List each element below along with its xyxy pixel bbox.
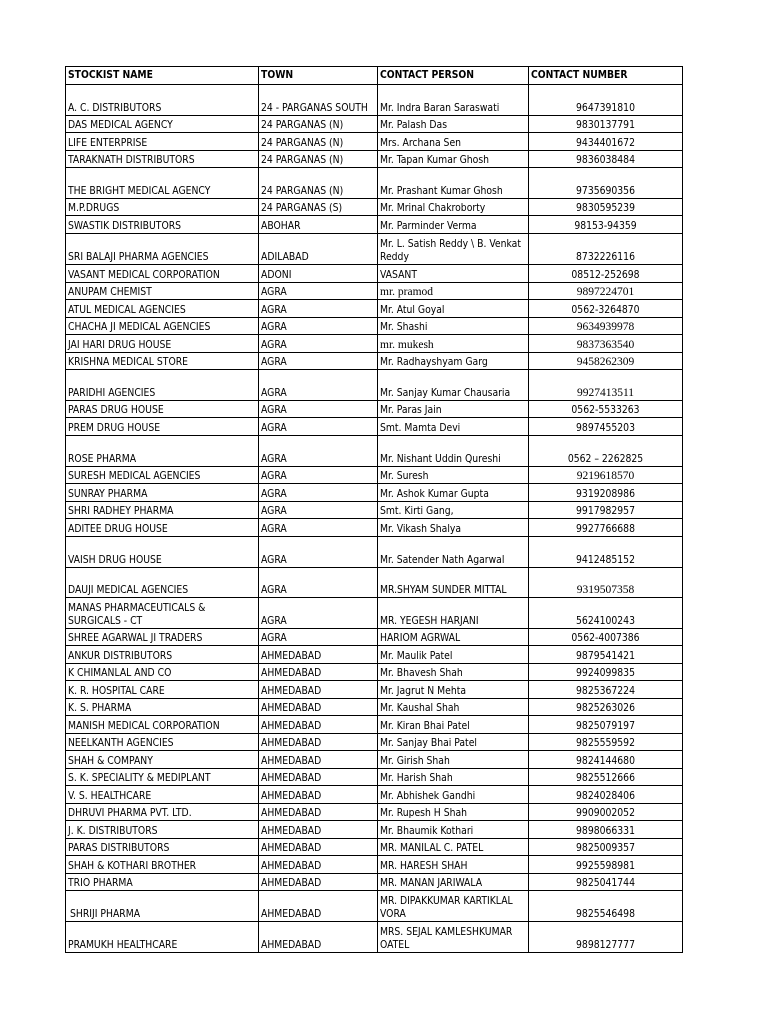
table-row <box>66 664 683 681</box>
contact-person-cell: Mr. Sanjay Bhai Patel <box>378 734 529 751</box>
table-row <box>66 199 683 216</box>
table-row <box>66 484 683 502</box>
contact-person-cell: mr. pramod <box>378 283 529 300</box>
contact-person-cell: MR. HARESH SHAH <box>378 856 529 874</box>
contact-number-cell: 9647391810 <box>529 85 683 116</box>
town-cell: AGRA <box>259 300 378 318</box>
town-cell: AGRA <box>259 318 378 335</box>
contact-person-cell: Smt. Kirti Gang, <box>378 502 529 519</box>
col-header-contact-person: CONTACT PERSON <box>378 67 529 85</box>
table-row <box>66 716 683 734</box>
table-row <box>66 370 683 401</box>
table-row <box>66 646 683 664</box>
contact-person-cell: Mr. Radhayshyam Garg <box>378 353 529 370</box>
stockist-name-cell: SWASTIK DISTRIBUTORS <box>66 216 259 234</box>
town-cell: AGRA <box>259 598 378 629</box>
town-cell: AHMEDABAD <box>259 646 378 664</box>
contact-number-cell: 0562-4007386 <box>529 629 683 646</box>
table-row <box>66 318 683 335</box>
stockist-name-cell: ATUL MEDICAL AGENCIES <box>66 300 259 318</box>
contact-person-cell: Mr. Tapan Kumar Ghosh <box>378 151 529 168</box>
table-row <box>66 151 683 168</box>
town-cell: AHMEDABAD <box>259 856 378 874</box>
stockist-name-cell: K CHIMANLAL AND CO <box>66 664 259 681</box>
stockist-name-cell: ANUPAM CHEMIST <box>66 283 259 300</box>
table-row <box>66 467 683 484</box>
table-row <box>66 922 683 953</box>
contact-person-cell: MR. MANILAL C. PATEL <box>378 839 529 856</box>
table-row <box>66 85 683 116</box>
contact-number-cell: 9458262309 <box>529 353 683 370</box>
table-row <box>66 699 683 716</box>
contact-person-cell: MR. YEGESH HARJANI <box>378 598 529 629</box>
table-row <box>66 568 683 598</box>
stockist-table <box>65 66 683 953</box>
stockist-name-cell: ADITEE DRUG HOUSE <box>66 519 259 537</box>
stockist-name-cell: A. C. DISTRIBUTORS <box>66 85 259 116</box>
table-row <box>66 734 683 751</box>
town-cell: AHMEDABAD <box>259 664 378 681</box>
stockist-name-cell: SHAH & KOTHARI BROTHER <box>66 856 259 874</box>
stockist-name-cell: THE BRIGHT MEDICAL AGENCY <box>66 168 259 199</box>
stockist-name-cell: KRISHNA MEDICAL STORE <box>66 353 259 370</box>
table-row <box>66 216 683 234</box>
contact-person-cell: Mr. Palash Das <box>378 116 529 133</box>
contact-number-cell: 9825559592 <box>529 734 683 751</box>
contact-number-cell: 0562 – 2262825 <box>529 436 683 467</box>
town-cell: AHMEDABAD <box>259 681 378 699</box>
contact-person-cell: Mr. Vikash Shalya <box>378 519 529 537</box>
contact-number-cell: 9897455203 <box>529 418 683 436</box>
town-cell: ABOHAR <box>259 216 378 234</box>
town-cell: 24 PARGANAS (N) <box>259 116 378 133</box>
town-cell: AGRA <box>259 370 378 401</box>
contact-number-cell: 0562-5533263 <box>529 401 683 418</box>
contact-person-cell: Mr. Atul Goyal <box>378 300 529 318</box>
town-cell: AGRA <box>259 467 378 484</box>
table-row <box>66 168 683 199</box>
town-cell: AHMEDABAD <box>259 699 378 716</box>
contact-person-cell: Mr. Prashant Kumar Ghosh <box>378 168 529 199</box>
table-row <box>66 502 683 519</box>
stockist-name-cell: M.P.DRUGS <box>66 199 259 216</box>
contact-number-cell: 9909002052 <box>529 804 683 821</box>
table-row <box>66 874 683 891</box>
town-cell: AHMEDABAD <box>259 922 378 953</box>
stockist-name-cell: K. S. PHARMA <box>66 699 259 716</box>
contact-number-cell: 9927413511 <box>529 370 683 401</box>
stockist-name-cell: DAS MEDICAL AGENCY <box>66 116 259 133</box>
col-header-contact-number: CONTACT NUMBER <box>529 67 683 85</box>
town-cell: AGRA <box>259 484 378 502</box>
contact-number-cell: 08512-252698 <box>529 265 683 283</box>
stockist-name-cell: SRI BALAJI PHARMA AGENCIES <box>66 234 259 265</box>
town-cell: ADILABAD <box>259 234 378 265</box>
stockist-name-cell: SHRIJI PHARMA <box>66 891 259 922</box>
table-row <box>66 891 683 922</box>
contact-number-cell: 9735690356 <box>529 168 683 199</box>
contact-number-cell: 9924099835 <box>529 664 683 681</box>
header-row <box>66 67 683 85</box>
stockist-name-cell: TARAKNATH DISTRIBUTORS <box>66 151 259 168</box>
contact-number-cell: 9319507358 <box>529 568 683 598</box>
town-cell: AHMEDABAD <box>259 804 378 821</box>
stockist-name-cell: V. S. HEALTHCARE <box>66 786 259 804</box>
contact-person-cell: Mr. Harish Shah <box>378 769 529 786</box>
contact-person-cell: Mr. Rupesh H Shah <box>378 804 529 821</box>
table-row <box>66 335 683 353</box>
town-cell: AHMEDABAD <box>259 769 378 786</box>
town-cell: 24 PARGANAS (S) <box>259 199 378 216</box>
table-row <box>66 133 683 151</box>
contact-person-cell: Mr. Paras Jain <box>378 401 529 418</box>
stockist-name-cell: VAISH DRUG HOUSE <box>66 537 259 568</box>
table-row <box>66 436 683 467</box>
stockist-name-cell: NEELKANTH AGENCIES <box>66 734 259 751</box>
contact-number-cell: 5624100243 <box>529 598 683 629</box>
stockist-name-cell: ANKUR DISTRIBUTORS <box>66 646 259 664</box>
contact-person-cell: Mr. Girish Shah <box>378 751 529 769</box>
contact-number-cell: 9434401672 <box>529 133 683 151</box>
town-cell: AGRA <box>259 353 378 370</box>
stockist-name-cell: PREM DRUG HOUSE <box>66 418 259 436</box>
stockist-name-cell: K. R. HOSPITAL CARE <box>66 681 259 699</box>
table-row <box>66 537 683 568</box>
contact-number-cell: 9825079197 <box>529 716 683 734</box>
stockist-name-cell: DAUJI MEDICAL AGENCIES <box>66 568 259 598</box>
table-row <box>66 681 683 699</box>
stockist-name-cell: SHREE AGARWAL JI TRADERS <box>66 629 259 646</box>
town-cell: AHMEDABAD <box>259 734 378 751</box>
table-row <box>66 821 683 839</box>
stockist-name-cell: DHRUVI PHARMA PVT. LTD. <box>66 804 259 821</box>
contact-person-cell: HARIOM AGRWAL <box>378 629 529 646</box>
contact-number-cell: 9825367224 <box>529 681 683 699</box>
contact-person-cell: Mr. Bhavesh Shah <box>378 664 529 681</box>
table-row <box>66 418 683 436</box>
contact-number-cell: 8732226116 <box>529 234 683 265</box>
stockist-name-cell: LIFE ENTERPRISE <box>66 133 259 151</box>
town-cell: AGRA <box>259 335 378 353</box>
contact-person-cell: MR. DIPAKKUMAR KARTIKLAL VORA <box>378 891 529 922</box>
contact-number-cell: 9634939978 <box>529 318 683 335</box>
contact-number-cell: 9825546498 <box>529 891 683 922</box>
table-row <box>66 786 683 804</box>
town-cell: AHMEDABAD <box>259 891 378 922</box>
table-row <box>66 300 683 318</box>
contact-number-cell: 9825263026 <box>529 699 683 716</box>
stockist-name-cell: MANAS PHARMACEUTICALS & SURGICALS - CT <box>66 598 259 629</box>
town-cell: AHMEDABAD <box>259 716 378 734</box>
col-header-stockist-name: STOCKIST NAME <box>66 67 259 85</box>
town-cell: AGRA <box>259 502 378 519</box>
stockist-name-cell: J. K. DISTRIBUTORS <box>66 821 259 839</box>
town-cell: ADONI <box>259 265 378 283</box>
table-row <box>66 519 683 537</box>
contact-person-cell: Mr. Ashok Kumar Gupta <box>378 484 529 502</box>
contact-person-cell: Mr. Kiran Bhai Patel <box>378 716 529 734</box>
contact-number-cell: 98153-94359 <box>529 216 683 234</box>
stockist-name-cell: PARIDHI AGENCIES <box>66 370 259 401</box>
contact-person-cell: Mr. Abhishek Gandhi <box>378 786 529 804</box>
town-cell: AGRA <box>259 418 378 436</box>
table-row <box>66 629 683 646</box>
contact-number-cell: 9825041744 <box>529 874 683 891</box>
contact-person-cell: Smt. Mamta Devi <box>378 418 529 436</box>
contact-number-cell: 9825009357 <box>529 839 683 856</box>
contact-number-cell: 9917982957 <box>529 502 683 519</box>
contact-person-cell: Mr. Mrinal Chakroborty <box>378 199 529 216</box>
contact-person-cell: VASANT <box>378 265 529 283</box>
stockist-name-cell: VASANT MEDICAL CORPORATION <box>66 265 259 283</box>
contact-number-cell: 9825512666 <box>529 769 683 786</box>
town-cell: AGRA <box>259 401 378 418</box>
contact-person-cell: Mr. Parminder Verma <box>378 216 529 234</box>
town-cell: AGRA <box>259 436 378 467</box>
table-row <box>66 116 683 133</box>
contact-person-cell: Mr. Jagrut N Mehta <box>378 681 529 699</box>
contact-person-cell: mr. mukesh <box>378 335 529 353</box>
contact-number-cell: 9219618570 <box>529 467 683 484</box>
table-row <box>66 401 683 418</box>
contact-person-cell: Mr. Maulik Patel <box>378 646 529 664</box>
town-cell: 24 - PARGANAS SOUTH <box>259 85 378 116</box>
contact-person-cell: Mr. Indra Baran Saraswati <box>378 85 529 116</box>
table-row <box>66 769 683 786</box>
table-row <box>66 839 683 856</box>
table-row <box>66 265 683 283</box>
stockist-name-cell: PARAS DISTRIBUTORS <box>66 839 259 856</box>
stockist-name-cell: TRIO PHARMA <box>66 874 259 891</box>
town-cell: AHMEDABAD <box>259 751 378 769</box>
contact-person-cell: Mr. Suresh <box>378 467 529 484</box>
stockist-name-cell: ROSE PHARMA <box>66 436 259 467</box>
table-row <box>66 234 683 265</box>
contact-person-cell: Mr. Bhaumik Kothari <box>378 821 529 839</box>
town-cell: AGRA <box>259 537 378 568</box>
table-row <box>66 598 683 629</box>
stockist-name-cell: S. K. SPECIALITY & MEDIPLANT <box>66 769 259 786</box>
stockist-name-cell: SURESH MEDICAL AGENCIES <box>66 467 259 484</box>
town-cell: AGRA <box>259 629 378 646</box>
contact-person-cell: Mr. Kaushal Shah <box>378 699 529 716</box>
contact-number-cell: 9925598981 <box>529 856 683 874</box>
stockist-name-cell: CHACHA JI MEDICAL AGENCIES <box>66 318 259 335</box>
contact-number-cell: 9824144680 <box>529 751 683 769</box>
town-cell: AGRA <box>259 519 378 537</box>
stockist-name-cell: SHRI RADHEY PHARMA <box>66 502 259 519</box>
contact-number-cell: 9898127777 <box>529 922 683 953</box>
col-header-town: TOWN <box>259 67 378 85</box>
contact-number-cell: 9412485152 <box>529 537 683 568</box>
contact-number-cell: 9837363540 <box>529 335 683 353</box>
town-cell: 24 PARGANAS (N) <box>259 168 378 199</box>
contact-number-cell: 0562-3264870 <box>529 300 683 318</box>
table-row <box>66 283 683 300</box>
stockist-name-cell: SUNRAY PHARMA <box>66 484 259 502</box>
contact-number-cell: 9927766688 <box>529 519 683 537</box>
contact-person-cell: Mr. Nishant Uddin Qureshi <box>378 436 529 467</box>
contact-person-cell: MR. MANAN JARIWALA <box>378 874 529 891</box>
contact-person-cell: Mr. Satender Nath Agarwal <box>378 537 529 568</box>
stockist-name-cell: PRAMUKH HEALTHCARE <box>66 922 259 953</box>
contact-number-cell: 9898066331 <box>529 821 683 839</box>
stockist-name-cell: MANISH MEDICAL CORPORATION <box>66 716 259 734</box>
town-cell: AHMEDABAD <box>259 839 378 856</box>
town-cell: AHMEDABAD <box>259 786 378 804</box>
town-cell: AGRA <box>259 568 378 598</box>
contact-number-cell: 9830595239 <box>529 199 683 216</box>
table-row <box>66 751 683 769</box>
stockist-name-cell: PARAS DRUG HOUSE <box>66 401 259 418</box>
town-cell: 24 PARGANAS (N) <box>259 151 378 168</box>
contact-person-cell: MRS. SEJAL KAMLESHKUMAR OATEL <box>378 922 529 953</box>
town-cell: AHMEDABAD <box>259 821 378 839</box>
contact-person-cell: Mr. Shashi <box>378 318 529 335</box>
stockist-name-cell: SHAH & COMPANY <box>66 751 259 769</box>
stockist-name-cell: JAI HARI DRUG HOUSE <box>66 335 259 353</box>
contact-number-cell: 9879541421 <box>529 646 683 664</box>
contact-number-cell: 9319208986 <box>529 484 683 502</box>
town-cell: AHMEDABAD <box>259 874 378 891</box>
table-row <box>66 804 683 821</box>
contact-person-cell: Mrs. Archana Sen <box>378 133 529 151</box>
contact-number-cell: 9830137791 <box>529 116 683 133</box>
contact-person-cell: Mr. Sanjay Kumar Chausaria <box>378 370 529 401</box>
table-row <box>66 353 683 370</box>
contact-person-cell: Mr. L. Satish Reddy \ B. Venkat Reddy <box>378 234 529 265</box>
contact-number-cell: 9824028406 <box>529 786 683 804</box>
table-row <box>66 856 683 874</box>
town-cell: AGRA <box>259 283 378 300</box>
contact-number-cell: 9897224701 <box>529 283 683 300</box>
town-cell: 24 PARGANAS (N) <box>259 133 378 151</box>
table-body <box>66 85 683 953</box>
contact-number-cell: 9836038484 <box>529 151 683 168</box>
contact-person-cell: MR.SHYAM SUNDER MITTAL <box>378 568 529 598</box>
